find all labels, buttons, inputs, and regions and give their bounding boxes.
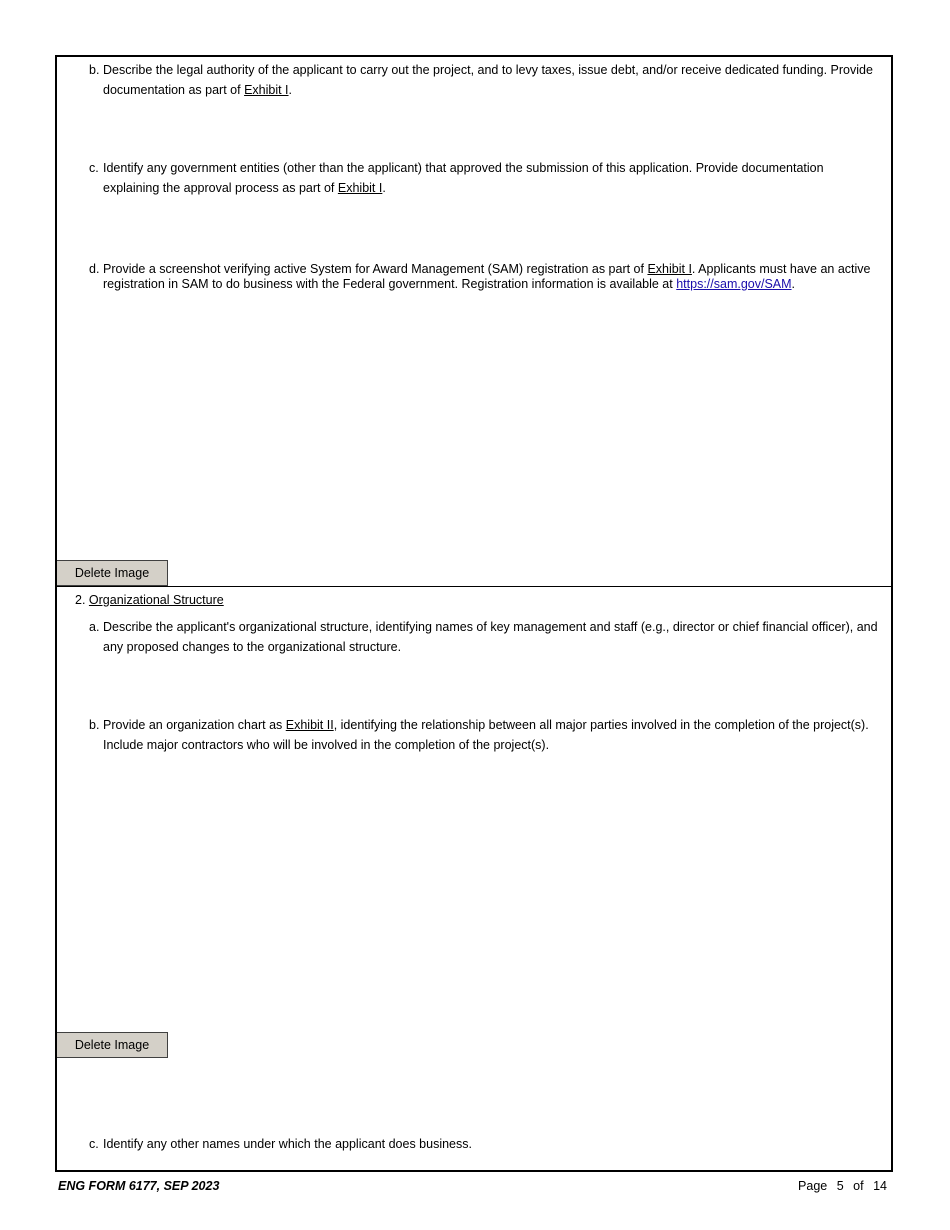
exhibit-link[interactable]: Exhibit II — [285, 718, 334, 732]
item-marker: d. — [89, 262, 100, 276]
page-total: 14 — [873, 1179, 887, 1193]
item-marker: b. — [89, 718, 100, 732]
item-text: Describe the applicant's organizational structure, identifying names of key management and staff (e.g., director or chief financial officer), and any proposed changes to the organizational structure. — [103, 620, 878, 654]
item-marker: b. — [89, 63, 100, 77]
section-number: 2. — [75, 593, 86, 607]
section-divider — [57, 586, 891, 587]
form-identifier: ENG FORM 6177, SEP 2023 — [58, 1179, 220, 1193]
section-2-heading — [75, 592, 224, 609]
page-current: 5 — [836, 1179, 844, 1193]
item-1d — [89, 262, 879, 292]
section-title: Organizational Structure — [88, 593, 224, 607]
item-text: Describe the legal authority of the applicant to carry out the project, and to levy taxes, issue debt, and/or receive dedicated funding. Provide documentation as part of Exhibit I. — [103, 63, 873, 97]
item-1b — [89, 61, 879, 100]
form-frame — [55, 55, 893, 1172]
item-2a — [89, 618, 879, 657]
item-marker: c. — [89, 161, 99, 175]
item-text: Provide a screenshot verifying active System for Award Management (SAM) registration as part of Exhibit I. Applicants must have an active registration in SAM to do business with the Federal government. Registration information is available at https://sam.gov/SAM. — [103, 262, 871, 291]
item-marker: c. — [89, 1137, 99, 1151]
item-marker: a. — [89, 620, 100, 634]
item-2b — [89, 716, 879, 755]
of-label: of — [853, 1179, 864, 1193]
item-1c — [89, 159, 879, 198]
item-2c — [89, 1135, 879, 1155]
sam-url-link[interactable]: https://sam.gov/SAM — [676, 277, 792, 291]
item-text: Provide an organization chart as Exhibit II, identifying the relationship between all major parties involved in the completion of the project(s). Include major contractors who will be involved in the completion of the project(s). — [103, 718, 869, 752]
page-indicator — [792, 1179, 887, 1193]
page-label: Page — [798, 1179, 828, 1193]
exhibit-link[interactable]: Exhibit I — [244, 82, 289, 97]
item-text: Identify any other names under which the applicant does business. — [103, 1137, 472, 1151]
delete-image-button[interactable]: Delete Image — [57, 560, 168, 586]
item-text: Identify any government entities (other than the applicant) that approved the submission of this application. Provide documentation explaining the approval process as part of Exhibit I. — [103, 161, 824, 195]
delete-image-button[interactable]: Delete Image — [57, 1032, 168, 1058]
exhibit-link[interactable]: Exhibit I — [337, 180, 383, 195]
exhibit-link[interactable]: Exhibit I — [647, 262, 692, 276]
